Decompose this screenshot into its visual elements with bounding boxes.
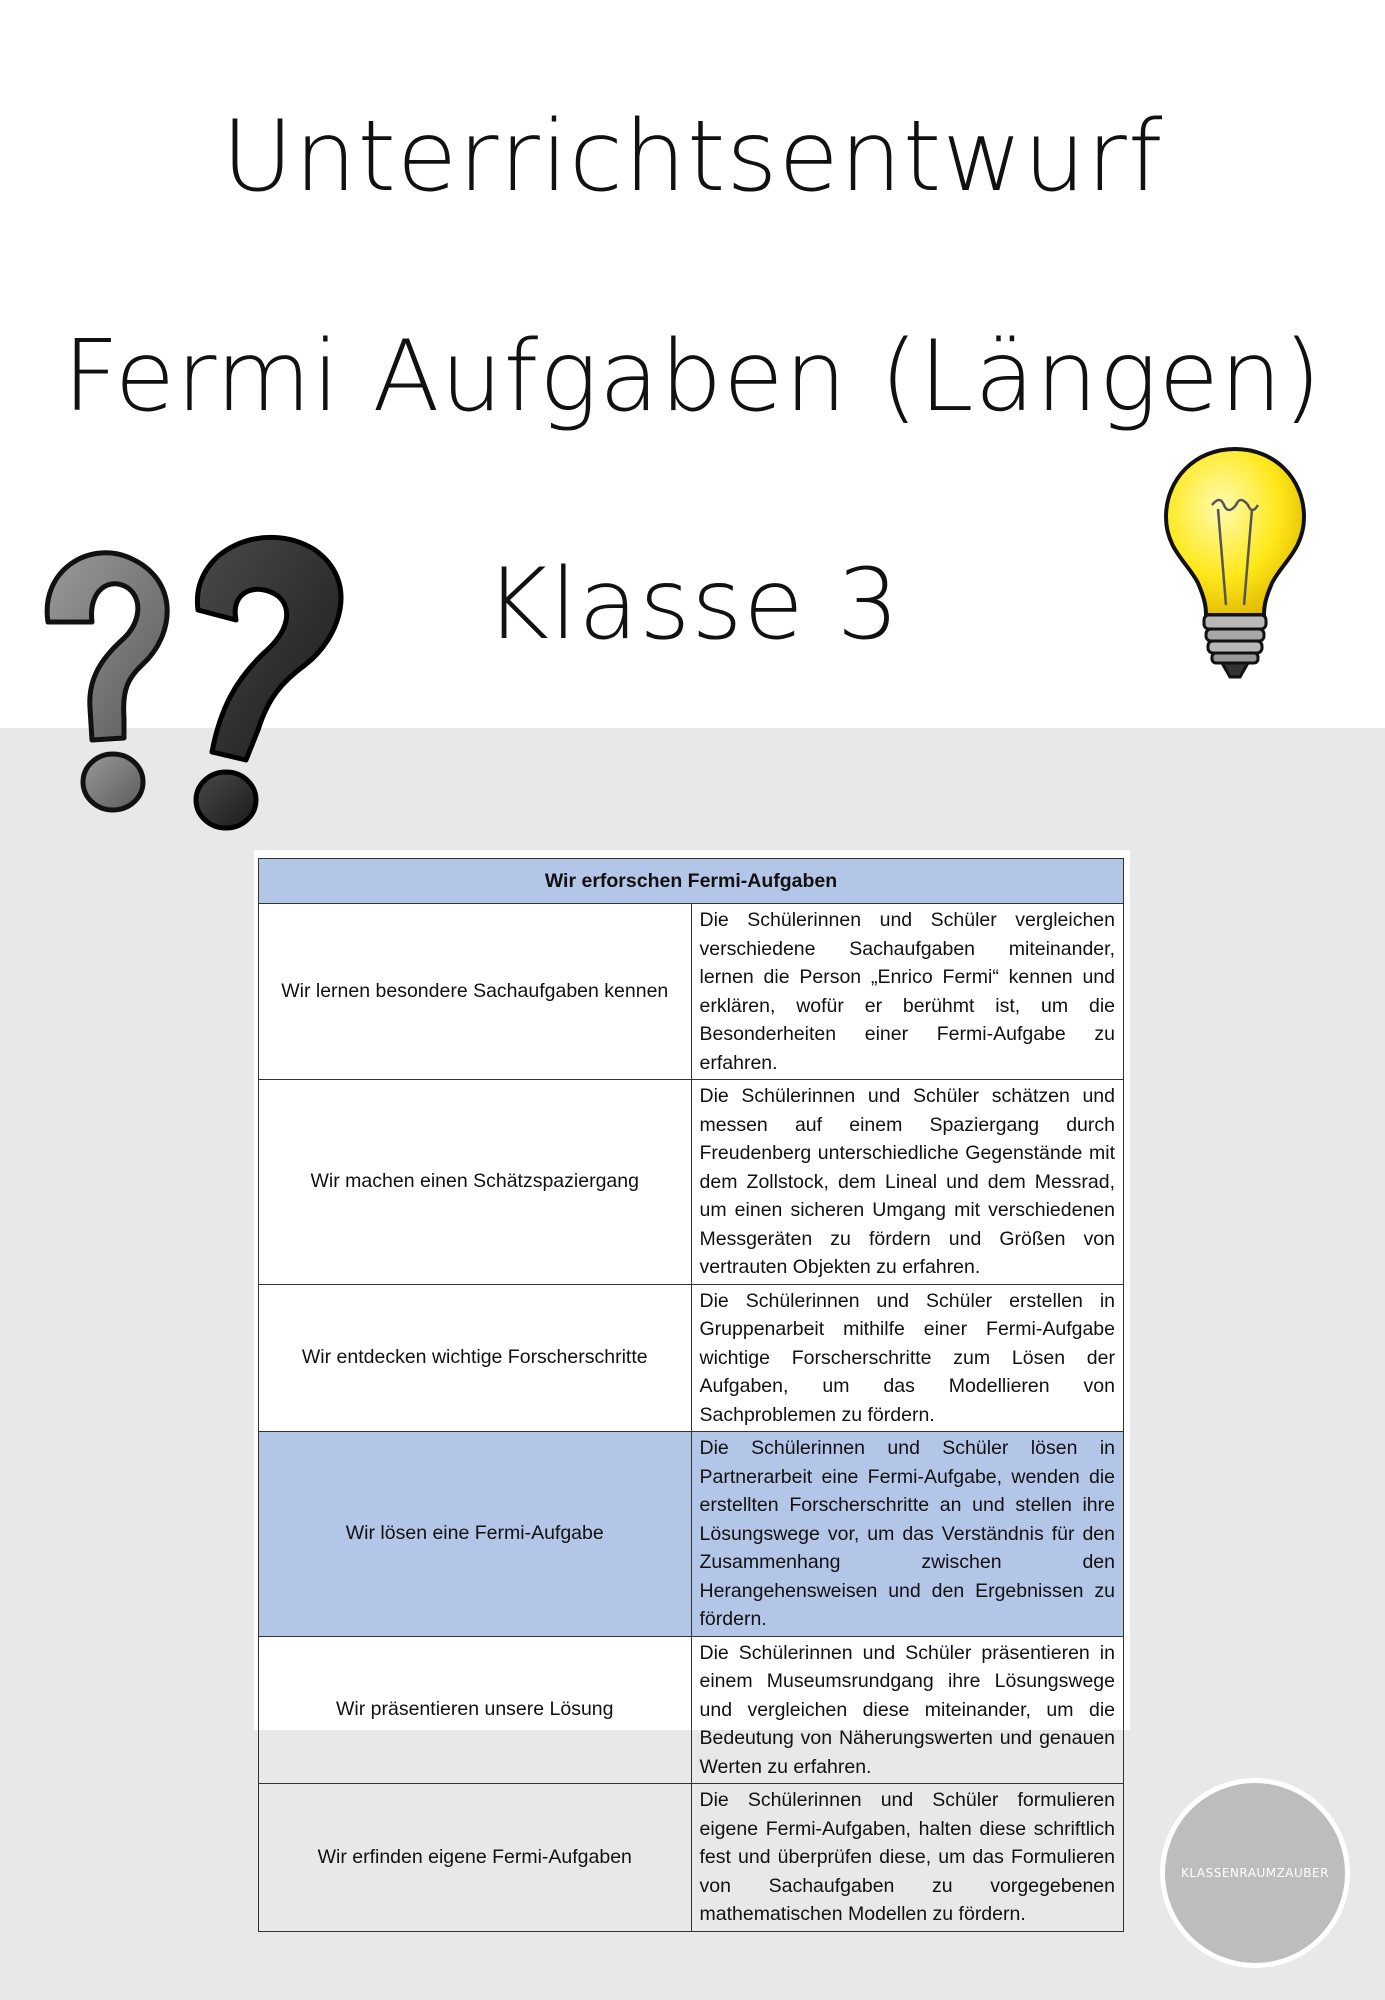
table-row-highlighted: [259, 1432, 1124, 1637]
title-line-2: Fermi Aufgaben (Längen): [62, 320, 1323, 434]
phase-cell: Wir lernen besondere Sachaufgaben kennen: [259, 904, 692, 1080]
table-row: [259, 1784, 1124, 1932]
lesson-plan-table: [258, 858, 1124, 1932]
question-marks-icon: [30, 530, 360, 870]
description-cell: Die Schülerinnen und Schüler lösen in Partnerarbeit eine Fermi-Aufgabe, wenden die erstellten Forscherschritte an und stellen ihre Lösungswege vor, um das Verständnis für den Zusammenhang zwischen den Herangehensweisen und den Ergebnissen zu fördern.: [691, 1432, 1124, 1637]
light-bulb-icon: [1160, 445, 1310, 685]
phase-cell: Wir machen einen Schätzspaziergang: [259, 1080, 692, 1285]
description-cell: Die Schülerinnen und Schüler erstellen in Gruppenarbeit mithilfe einer Fermi-Aufgabe wichtige Forscherschritte zum Lösen der Aufgaben, um das Modellieren von Sachproblemen zu fördern.: [691, 1284, 1124, 1432]
description-cell: Die Schülerinnen und Schüler formulieren eigene Fermi-Aufgaben, halten diese schriftlich fest und überprüfen diese, um das Formulieren von Sachaufgaben zu vorgegebenen mathematischen Modellen zu fördern.: [691, 1784, 1124, 1932]
plan-table-card: [254, 850, 1130, 1925]
phase-cell: Wir entdecken wichtige Forscherschritte: [259, 1284, 692, 1432]
description-cell: Die Schülerinnen und Schüler schätzen und messen auf einem Spaziergang durch Freudenberg unterschiedliche Gegenstände mit dem Zollstock, dem Lineal und dem Messrad, um einen sicheren Umgang mit verschiedenen Messgeräten zu fördern und Größen von vertrauten Objekten zu erfahren.: [691, 1080, 1124, 1285]
description-cell: Die Schülerinnen und Schüler präsentieren in einem Museumsrundgang ihre Lösungswege und vergleichen diese miteinander, um die Bedeutung von Näherungswerten und genauen Werten zu erfahren.: [691, 1636, 1124, 1784]
phase-cell: Wir erfinden eigene Fermi-Aufgaben: [259, 1784, 692, 1932]
table-row: [259, 1080, 1124, 1285]
description-cell: Die Schülerinnen und Schüler vergleichen verschiedene Sachaufgaben miteinander, lernen die Person „Enrico Fermi“ kennen und erklären, wofür er berühmt ist, um die Besonderheiten einer Fermi-Aufgabe zu erfahren.: [691, 904, 1124, 1080]
table-row: [259, 1284, 1124, 1432]
brand-badge-text: KLASSENRAUMZAUBER: [1181, 1866, 1329, 1880]
phase-cell: Wir präsentieren unsere Lösung: [259, 1636, 692, 1784]
table-header: Wir erforschen Fermi-Aufgaben: [259, 859, 1124, 904]
gray-question-mark-icon: [47, 553, 167, 810]
brand-badge: [1160, 1778, 1350, 1968]
phase-cell: Wir lösen eine Fermi-Aufgabe: [259, 1432, 692, 1637]
black-question-mark-icon: [196, 537, 341, 828]
table-row: [259, 1636, 1124, 1784]
table-row: [259, 904, 1124, 1080]
table-header-row: [259, 859, 1124, 904]
title-line-1: Unterrichtsentwurf: [221, 100, 1164, 214]
title-line-3: Klasse 3: [484, 548, 901, 662]
